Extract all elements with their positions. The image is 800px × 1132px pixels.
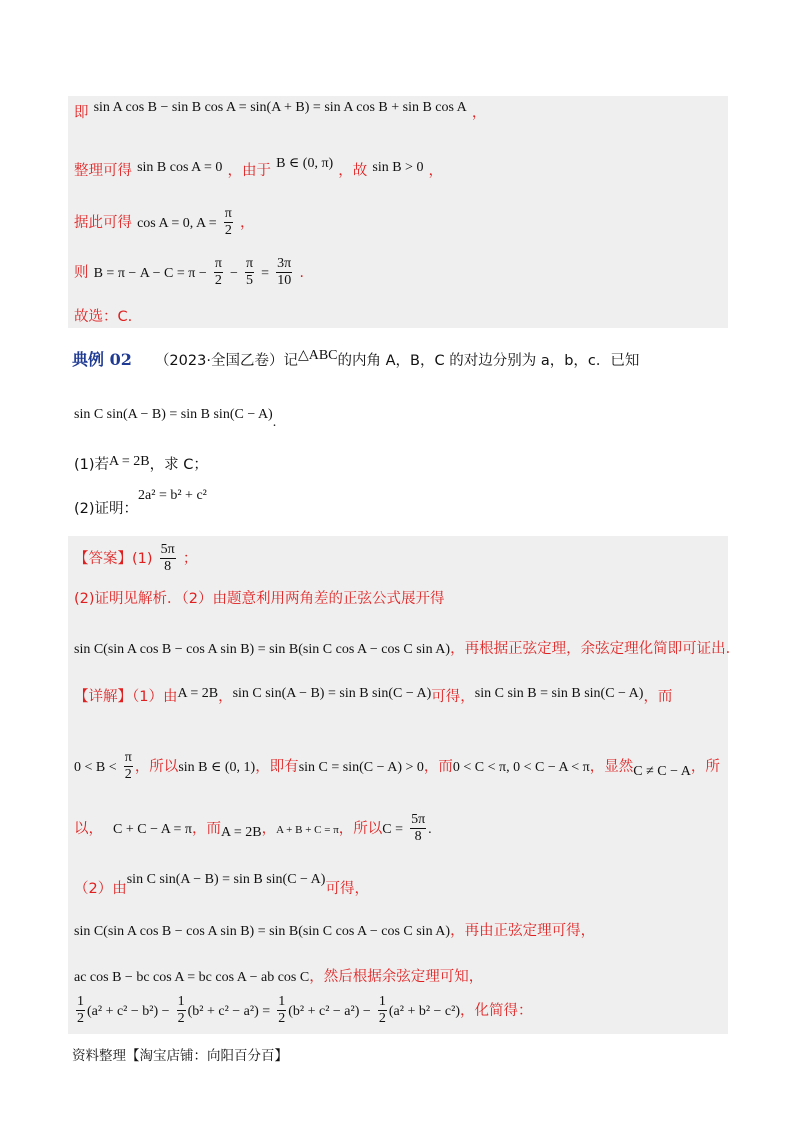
fraction: $\frac{1}{2}$ [378,994,386,1027]
fraction: $\frac{\pi}{2}$ [124,750,132,783]
page-footer: 资料整理【淘宝店铺：向阳百分百】 [72,1048,288,1064]
problem-heading: 典例 02 （2023·全国乙卷）记△ABC的内角 A，B，C 的对边分别为 a，b，c．已知 [72,348,640,369]
fraction: $\frac{\pi}{2}$ [224,206,232,239]
example-title: 典例 02 [72,350,132,369]
detail-line-2: 0 < B < $\frac{\pi}{2}$ ，所以sin B ∈ (0, 1)，即有sin C = sin(C − A) > 0，而0 < C < π, 0 < C − A < π，显然C ≠ C − A，所 [74,750,720,783]
question-2: (2)证明：2a² = b² + c² [74,488,207,517]
solution-conclusion: 故选：C. [74,309,133,325]
solution-line-2: 整理可得 sin B cos A = 0 ，由于 B ∈ (0, π) ，故 sin B > 0 ， [74,156,444,179]
solution-line-1: 即 sin A cos B − sin B cos A = sin(A + B) = sin A cos B + sin B cos A ， [74,100,487,121]
fraction: $\frac{5\pi}{8}$ [160,542,175,575]
detail-line-6: ac cos B − bc cos A = bc cos A − ab cos C，然后根据余弦定理可知， [74,969,484,985]
answer-line: 【答案】(1) $\frac{5\pi}{8}$ ； [74,542,198,575]
detail-line-3: 以， C + C − A = π，而A = 2B，A + B + C = π，所以C = $\frac{5\pi}{8}$ . [74,812,432,845]
detail-label: 【详解】 [74,689,132,705]
answer-label: 【答案】 [74,551,132,568]
fraction: $\frac{1}{2}$ [177,994,185,1027]
detail-line-7: $\frac{1}{2}$ (a² + c² − b²) − $\frac{1}{2}$ (b² + c² − a²) = $\frac{1}{2}$ (b² + c² − a²) − $\frac{1}{2}$ (a² + b² − c²)，化简得： [77,994,533,1027]
question-1: (1)若A = 2B，求 C； [74,454,208,473]
answer-part-2: (2)证明见解析．（2）由题意利用两角差的正弦公式展开得 [74,591,445,607]
fraction: $\frac{3\pi}{10}$ [277,256,292,289]
solution-block-2 [68,536,741,1034]
fraction: $\frac{5\pi}{8}$ [411,812,426,845]
fraction: $\frac{\pi}{2}$ [214,256,222,289]
problem-given: sin C sin(A − B) = sin B sin(C − A). [74,407,277,430]
detail-line-5: sin C(sin A cos B − cos A sin B) = sin B(sin C cos A − cos C sin A)，再由正弦定理可得， [74,923,596,939]
detail-line-4: （2）由sin C sin(A − B) = sin B sin(C − A)可得， [74,872,369,897]
expand-line: sin C(sin A cos B − cos A sin B) = sin B(sin C cos A − cos C sin A)，再根据正弦定理，余弦定理化简即可证出． [74,641,741,657]
fraction: $\frac{\pi}{5}$ [246,256,254,289]
fraction: $\frac{1}{2}$ [278,994,286,1027]
fraction: $\frac{1}{2}$ [77,994,84,1027]
solution-line-4: 则 B = π − A − C = π − $\frac{\pi}{2}$ − $\frac{\pi}{5}$ = $\frac{3\pi}{10}$ . [74,256,304,289]
solution-line-3: 据此可得 cos A = 0, A = $\frac{\pi}{2}$ ， [74,206,255,239]
solution-block-1 [68,96,728,328]
detail-line-1: 【详解】（1）由A = 2B，sin C sin(A − B) = sin B sin(C − A)可得，sin C sin B = sin B sin(C − A)，而 [74,686,673,705]
